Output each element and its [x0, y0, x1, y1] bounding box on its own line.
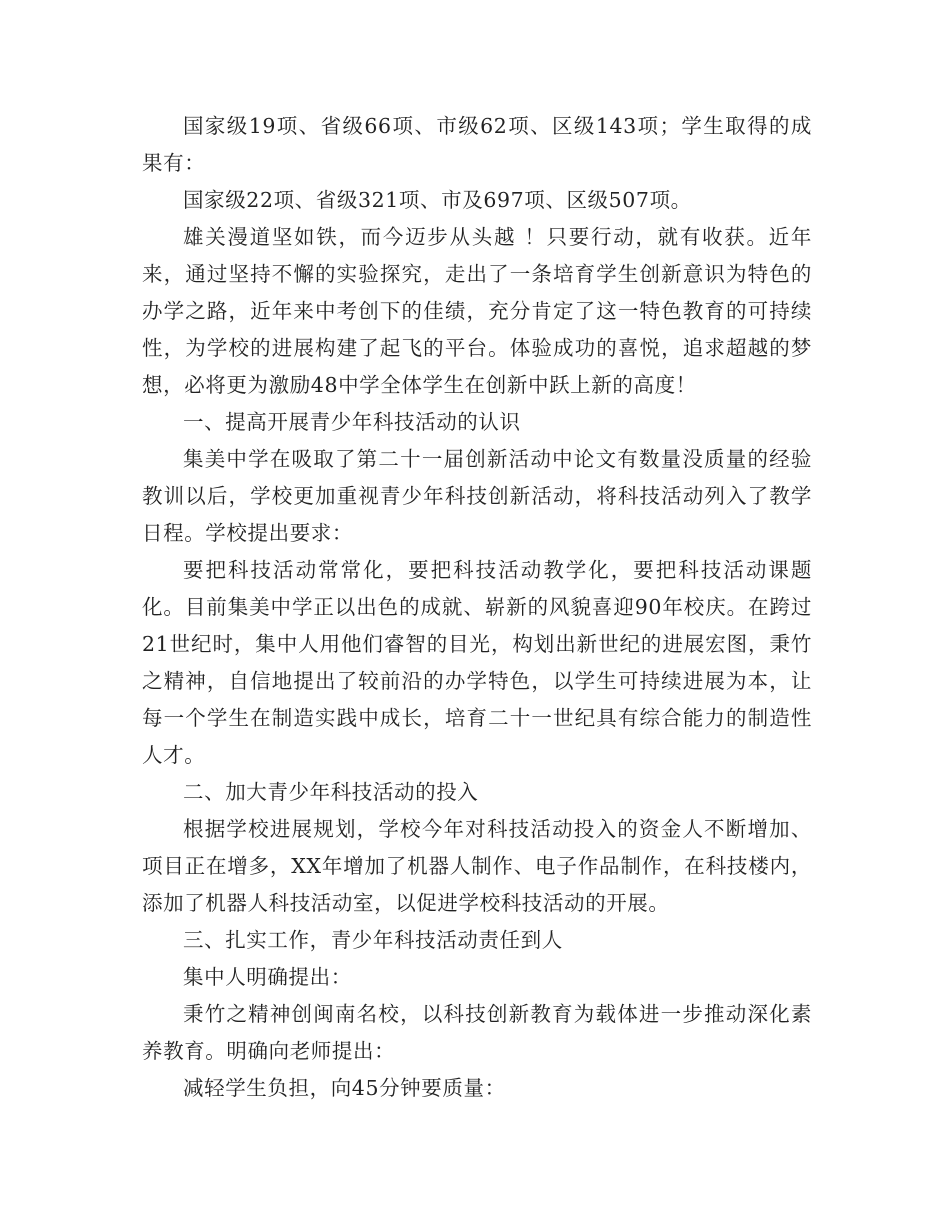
paragraph-section-3-body: 秉竹之精神创闽南名校，以科技创新教育为载体进一步推动深化素养教育。明确向老师提出：: [142, 1002, 812, 1063]
paragraph-awards-students: 国家级22项、省级321项、市及697项、区级507项。: [183, 188, 692, 212]
paragraph-summary: 雄关漫道坚如铁，而今迈步从头越 ！只要行动，就有收获。近年来，通过坚持不懈的实验探究，走出了一条培育学生创新意识为特色的办学之路，近年来中考创下的佳绩，充分肯定了这一特色教育的可持续性，为学校的进展构建了起飞的平台。体验成功的喜悦，追求超越的梦想，必将更为激励48中学全体学生在创新中跃上新的高度！: [142, 225, 812, 397]
section-heading-1: 一、提高开展青少年科技活动的认识: [183, 410, 521, 434]
paragraph-section-3-lead: 集中人明确提出：: [183, 965, 352, 989]
section-heading-3: 三、扎实工作，青少年科技活动责任到人: [183, 928, 563, 952]
paragraph-section-3-quality: 减轻学生负担，向45分钟要质量：: [183, 1076, 506, 1100]
section-heading-2: 二、加大青少年科技活动的投入: [183, 780, 479, 804]
paragraph-awards-teachers: 国家级19项、省级66项、市级62项、区级143项；学生取得的成果有：: [142, 114, 812, 175]
paragraph-section-1-requirements: 要把科技活动常常化，要把科技活动教学化，要把科技活动课题化。目前集美中学正以出色的成就、崭新的风貌喜迎90年校庆。在跨过21世纪时，集中人用他们睿智的目光，构划出新世纪的进展宏图，秉竹之精神，自信地提出了较前沿的办学特色，以学生可持续进展为本，让每一个学生在制造实践中成长，培育二十一世纪具有综合能力的制造性人才。: [142, 558, 812, 767]
paragraph-section-1-intro: 集美中学在吸取了第二十一届创新活动中论文有数量没质量的经验教训以后，学校更加重视青少年科技创新活动，将科技活动列入了教学日程。学校提出要求：: [142, 447, 812, 545]
document-body: [142, 108, 812, 1107]
paragraph-section-2-body: 根据学校进展规划，学校今年对科技活动投入的资金人不断增加、项目正在增多，XX年增加了机器人制作、电子作品制作，在科技楼内，添加了机器人科技活动室，以促进学校科技活动的开展。: [142, 817, 812, 915]
